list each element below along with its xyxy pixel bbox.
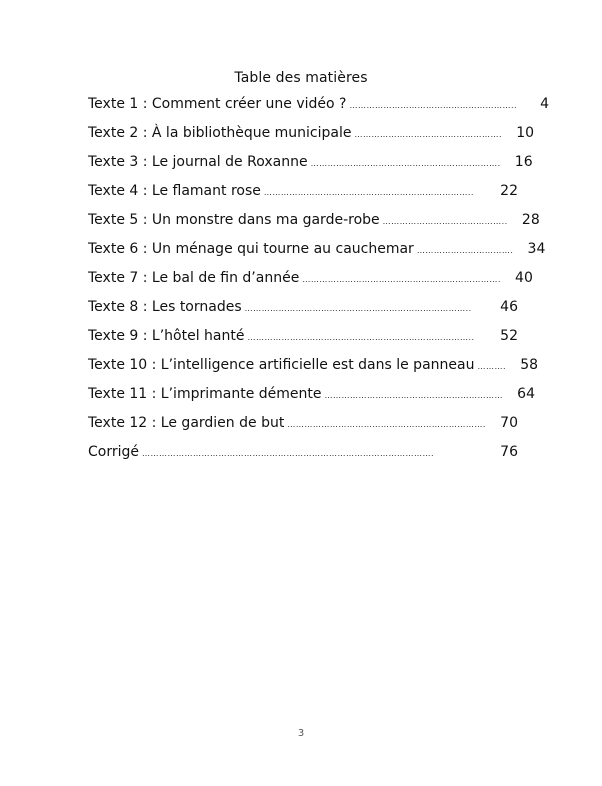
toc-entry — [88, 154, 533, 183]
toc-dot-leader: ……………………………………………. — [354, 130, 503, 139]
toc-entry — [88, 125, 535, 154]
toc-dot-leader: …………………………………………………………………….. — [244, 304, 472, 313]
toc-entry-label: Texte 6 : Un ménage qui tourne au cauchemar — [88, 241, 414, 257]
toc-list — [88, 96, 550, 473]
toc-entry-page: 70 — [500, 415, 518, 431]
toc-entry-page: 52 — [500, 328, 518, 344]
toc-entry-label: Texte 5 : Un monstre dans ma garde-robe — [88, 212, 380, 228]
toc-entry-label: Texte 8 : Les tornades — [88, 299, 242, 315]
toc-entry — [88, 96, 550, 125]
toc-entry — [88, 444, 518, 473]
toc-entry-page: 22 — [500, 183, 518, 199]
toc-entry — [88, 270, 533, 299]
toc-dot-leader: …………………………………….. — [382, 217, 508, 226]
toc-entry-page: 16 — [514, 154, 533, 170]
toc-entry — [88, 386, 535, 415]
toc-entry-page: 46 — [500, 299, 518, 315]
toc-dot-leader: ……………………………………………………………….. — [263, 188, 474, 197]
toc-dot-leader: ………………………………………………….. — [349, 101, 518, 110]
toc-entry-page: 28 — [521, 212, 540, 228]
toc-entry — [88, 415, 518, 444]
toc-dot-leader: ……………………………. — [416, 246, 514, 255]
toc-entry — [88, 299, 518, 328]
toc-dot-leader: …………………………………………………………. — [310, 159, 501, 168]
toc-entry-label: Texte 9 : L’hôtel hanté — [88, 328, 245, 344]
toc-entry — [88, 212, 540, 241]
toc-entry-label: Corrigé — [88, 444, 139, 460]
toc-dot-leader: ……………………………………………………… — [324, 391, 503, 400]
toc-entry-label: Texte 2 : À la bibliothèque municipale — [88, 125, 352, 141]
toc-entry — [88, 328, 518, 357]
toc-entry-label: Texte 11 : L’imprimante démente — [88, 386, 322, 402]
toc-entry-label: Texte 7 : Le bal de fin d’année — [88, 270, 300, 286]
toc-entry-page: 34 — [527, 241, 546, 257]
toc-dot-leader: …………………………………………………………………….. — [247, 333, 475, 342]
toc-entry-page: 64 — [517, 386, 535, 402]
toc-entry-label: Texte 12 : Le gardien de but — [88, 415, 285, 431]
toc-entry-label: Texte 4 : Le flamant rose — [88, 183, 261, 199]
toc-entry-page: 58 — [520, 357, 539, 373]
toc-dot-leader: ……………………………………………………………. — [287, 420, 486, 429]
toc-entry — [88, 357, 539, 386]
toc-entry-page: 76 — [500, 444, 518, 460]
toc-entry — [88, 183, 518, 212]
toc-entry-page: 4 — [540, 96, 550, 112]
toc-entry — [88, 241, 546, 270]
toc-dot-leader: ………. — [477, 362, 507, 371]
toc-entry-label: Texte 10 : L’intelligence artificielle est dans le panneau — [88, 357, 475, 373]
toc-entry-label: Texte 3 : Le journal de Roxanne — [88, 154, 308, 170]
toc-entry-page: 40 — [515, 270, 533, 286]
toc-title: Table des matières — [234, 70, 368, 86]
toc-entry-page: 10 — [516, 125, 535, 141]
toc-dot-leader: …………………………………………………………………………………………. — [142, 449, 435, 458]
toc-entry-label: Texte 1 : Comment créer une vidéo ? — [88, 96, 347, 112]
page-number: 3 — [297, 728, 305, 739]
toc-dot-leader: ……………………………………………………………. — [302, 275, 501, 284]
